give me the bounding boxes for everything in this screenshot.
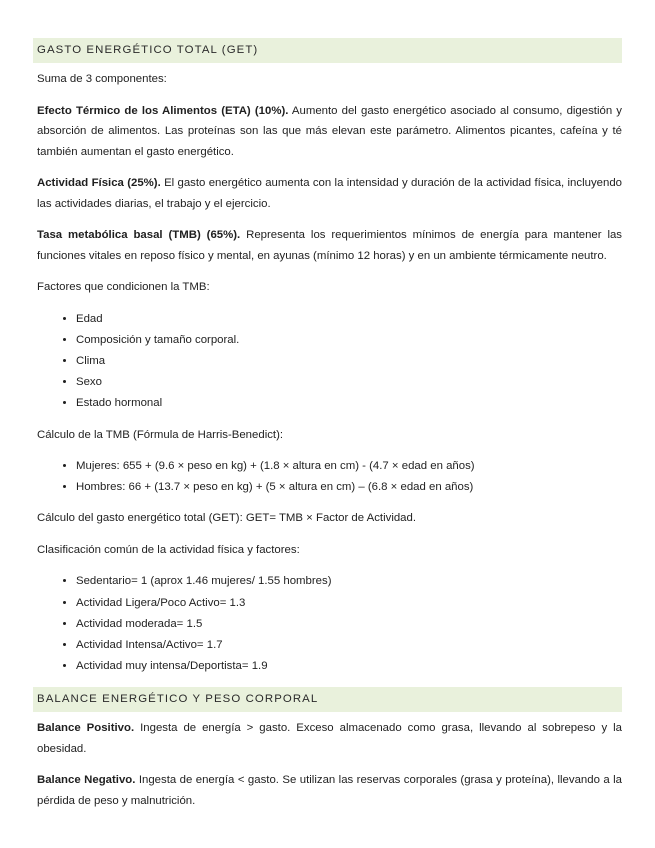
eta-text: Aumento del gasto energético asociado al consumo, digestión y absorción de alimentos. Las proteínas son las que más elevan este parámetro. Alimentos picantes, cafeína y té también aumentan el gasto energético. [37,104,622,158]
list-item: • Clima [76,351,622,372]
formula-list [33,456,622,498]
section-heading-balance: BALANCE ENERGÉTICO Y PESO CORPORAL [33,687,622,712]
positive-text: Ingesta de energía > gasto. Exceso almacenado como grasa, llevando al sobrepeso y la obesidad. [37,722,622,755]
list-item: • Actividad Intensa/Activo= 1.7 [76,635,622,656]
activity-list [33,571,622,677]
positive-title: Balance Positivo. [37,722,135,735]
list-item: • Edad [76,309,622,330]
list-item: • Mujeres: 655 + (9.6 × peso en kg) + (1.8 × altura en cm) - (4.7 × edad en años) [76,456,622,477]
formula-label: Cálculo de la TMB (Fórmula de Harris-Benedict): [37,428,284,441]
get-intro: Suma de 3 componentes: [37,73,167,85]
factors-label: Factores que condicionen la TMB: [37,281,210,293]
list-item: • Actividad Ligera/Poco Activo= 1.3 [76,593,622,614]
list-item: • Sexo [76,372,622,393]
negative-text: Ingesta de energía < gasto. Se utilizan las reservas corporales (grasa y proteína), llevando a la pérdida de peso y malnutrición. [37,774,622,807]
af-title: Actividad Física (25%). [37,177,161,189]
eta-title: Efecto Térmico de los Alimentos (ETA) (10%). [37,104,289,117]
tmb-text: Representa los requerimientos mínimos de energía para mantener las funciones vitales en reposo físico y mental, en ayunas (mínimo 12 horas) y en un ambiente térmicamente neutro. [37,229,623,262]
eta-paragraph [37,101,622,163]
list-item: • Actividad muy intensa/Deportista= 1.9 [76,656,622,677]
tmb-paragraph [37,225,622,266]
section-heading-get: GASTO ENERGÉTICO TOTAL (GET) [33,38,622,63]
list-item: • Hombres: 66 + (13.7 × peso en kg) + (5 × altura en cm) – (6.8 × edad en años) [76,477,622,498]
get-calc: Cálculo del gasto energético total (GET): GET= TMB × Factor de Actividad. [37,512,417,525]
af-text: El gasto energético aumenta con la intensidad y duración de la actividad física, incluyendo las actividades diarias, el trabajo y el ejercicio. [37,177,622,210]
activity-label: Clasificación común de la actividad física y factores: [37,543,300,556]
list-item: • Estado hormonal [76,393,622,414]
negative-paragraph [37,770,622,811]
tmb-title: Tasa metabólica basal (TMB) (65%). [37,229,241,241]
positive-paragraph [37,718,622,759]
list-item: • Sedentario= 1 (aprox 1.46 mujeres/ 1.55 hombres) [76,571,622,592]
list-item: • Actividad moderada= 1.5 [76,614,622,635]
list-item: • Composición y tamaño corporal. [76,330,622,351]
negative-title: Balance Negativo. [37,774,136,787]
factors-list [33,309,622,415]
af-paragraph [37,173,622,214]
